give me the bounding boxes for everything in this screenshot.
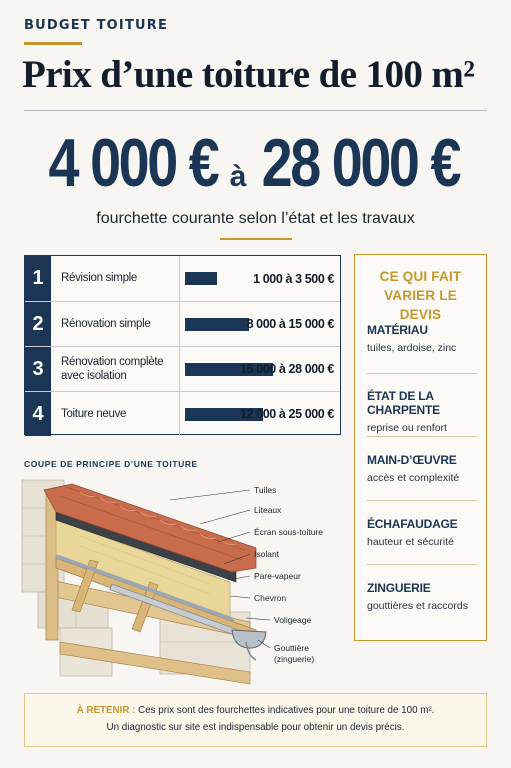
- price-range: [24, 124, 487, 210]
- price-connector: à: [229, 160, 247, 193]
- tier-separator: [179, 302, 180, 346]
- roof-section-diagram: [20, 472, 350, 687]
- factor-item: [367, 389, 479, 434]
- price-high: 28 000 €: [262, 125, 460, 201]
- price-low: 4 000 €: [48, 125, 218, 201]
- label-gouttiere: Gouttière: [274, 643, 309, 653]
- tier-row: [25, 346, 340, 391]
- tier-number: 3: [25, 347, 51, 391]
- factor-desc: gouttières et raccords: [367, 600, 468, 612]
- subtitle-underline: [220, 238, 292, 240]
- tier-table: [24, 255, 341, 435]
- tier-label: Rénovation simple: [61, 317, 151, 330]
- factor-name: ZINGUERIE: [367, 581, 431, 595]
- factor-desc: tuiles, ardoise, zinc: [367, 342, 457, 354]
- label-chevron: Chevron: [254, 593, 287, 603]
- factor-divider: [367, 564, 477, 565]
- factor-item: [367, 517, 479, 548]
- tier-range: 12 000 à 25 000 €: [240, 407, 334, 421]
- factor-item: [367, 581, 479, 612]
- note-box: [24, 693, 487, 747]
- factor-desc: reprise ou renfort: [367, 422, 447, 434]
- tier-range: 1 000 à 3 500 €: [253, 271, 334, 286]
- note-text-2: Un diagnostic sur site est indispensable pour obtenir un devis précis.: [106, 722, 405, 733]
- factor-name: MATÉRIAU: [367, 323, 428, 337]
- tier-number: 2: [25, 302, 51, 346]
- label-isolant: Isolant: [254, 549, 280, 559]
- tier-row: [25, 256, 340, 301]
- tier-bar: [185, 318, 249, 331]
- kicker-underline: [24, 42, 82, 45]
- tier-label: Rénovation complète avec isolation: [61, 355, 164, 382]
- tier-bar: [185, 272, 217, 285]
- factor-name: ÉTAT DE LA CHARPENTE: [367, 389, 440, 417]
- tier-separator: [179, 392, 180, 436]
- tier-range: 15 000 à 28 000 €: [240, 362, 334, 376]
- diagram-title: COUPE DE PRINCIPE D’UNE TOITURE: [24, 459, 198, 469]
- factor-divider: [367, 500, 477, 501]
- factor-divider: [367, 436, 477, 437]
- tier-number: 1: [25, 256, 51, 301]
- note-line-1: [25, 702, 486, 719]
- factor-item: [367, 323, 479, 354]
- factor-name: ÉCHAFAUDAGE: [367, 517, 458, 531]
- tier-range: 8 000 à 15 000 €: [246, 317, 334, 331]
- tier-label: Toiture neuve: [61, 407, 127, 420]
- factor-divider: [367, 373, 477, 374]
- label-tuiles: Tuiles: [254, 485, 277, 495]
- factor-item: [367, 453, 479, 484]
- factors-title-text: CE QUI FAIT VARIER LE DEVIS: [379, 269, 462, 322]
- factors-title: [355, 267, 486, 324]
- kicker: BUDGET TOITURE: [24, 18, 169, 33]
- tier-row: [25, 301, 340, 346]
- label-zinguerie: (zinguerie): [274, 654, 315, 664]
- note-text-1: Ces prix sont des fourchettes indicatives pour une toiture de 100 m².: [138, 705, 435, 716]
- tier-separator: [179, 256, 180, 301]
- tier-number: 4: [25, 392, 51, 436]
- title-divider: [24, 110, 487, 111]
- tier-label: Révision simple: [61, 272, 138, 285]
- factors-panel: [354, 254, 487, 641]
- factor-name: MAIN-D’ŒUVRE: [367, 453, 457, 467]
- factor-desc: accès et complexité: [367, 472, 460, 484]
- note-label: À RETENIR :: [76, 705, 136, 716]
- label-liteaux: Liteaux: [254, 505, 282, 515]
- tier-separator: [179, 347, 180, 391]
- tier-row: [25, 391, 340, 436]
- factor-desc: hauteur et sécurité: [367, 536, 454, 548]
- page-title: Prix d’une toiture de 100 m²: [22, 53, 475, 96]
- price-subtitle: fourchette courante selon l’état et les travaux: [96, 210, 415, 227]
- label-pare-vapeur: Pare-vapeur: [254, 571, 301, 581]
- label-ecran-sous-toiture: Écran sous-toiture: [254, 527, 323, 537]
- label-voligeage: Voligeage: [274, 615, 312, 625]
